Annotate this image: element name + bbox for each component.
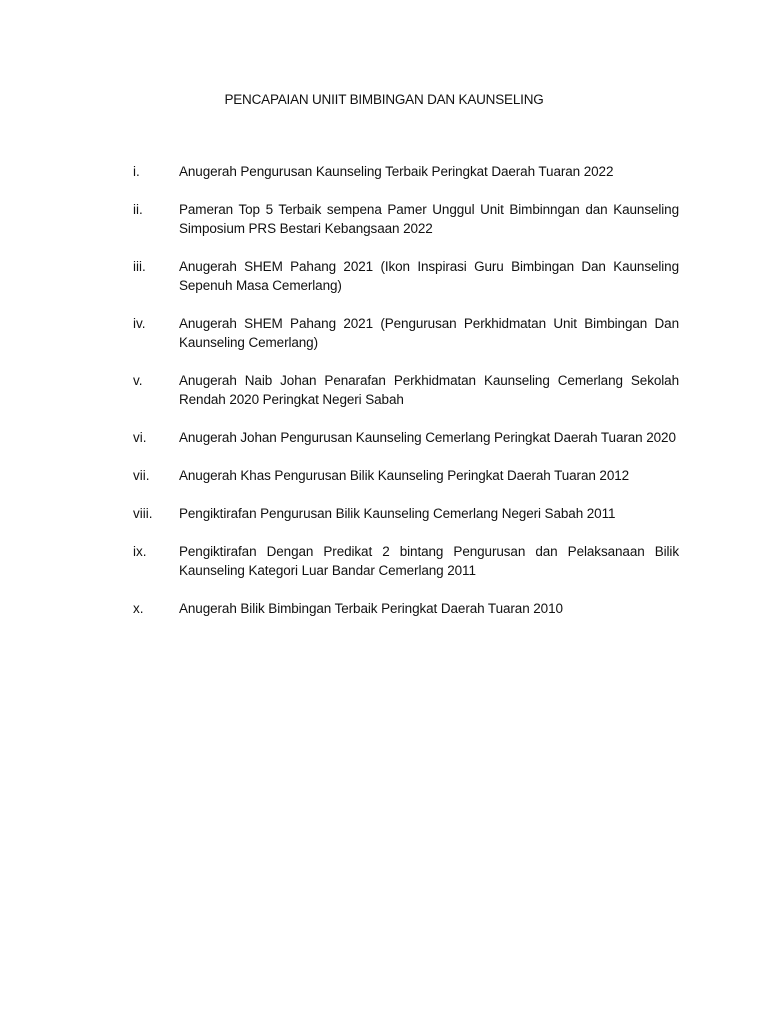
list-item-text: Anugerah SHEM Pahang 2021 (Ikon Inspirasi Guru Bimbingan Dan Kaunseling Sepenuh Masa Cemerlang) xyxy=(179,259,679,293)
list-item-text: Pengiktirafan Pengurusan Bilik Kaunseling Cemerlang Negeri Sabah 2011 xyxy=(179,506,616,521)
achievements-list xyxy=(133,162,679,618)
list-item xyxy=(133,314,679,352)
list-item-numeral: x. xyxy=(133,601,144,616)
list-item-numeral: vii. xyxy=(133,468,150,483)
list-item-numeral: iv. xyxy=(133,316,146,331)
list-item xyxy=(133,371,679,409)
list-item-text: Pameran Top 5 Terbaik sempena Pamer Unggul Unit Bimbinngan dan Kaunseling Simposium PRS Bestari Kebangsaan 2022 xyxy=(179,202,679,236)
list-item-numeral: viii. xyxy=(133,506,153,521)
list-item-text: Anugerah Bilik Bimbingan Terbaik Peringkat Daerah Tuaran 2010 xyxy=(179,601,563,616)
list-item xyxy=(133,599,679,618)
document-title: PENCAPAIAN UNIIT BIMBINGAN DAN KAUNSELING xyxy=(224,92,544,107)
list-item-numeral: iii. xyxy=(133,259,146,274)
list-item-numeral: ii. xyxy=(133,202,143,217)
list-item-text: Pengiktirafan Dengan Predikat 2 bintang Pengurusan dan Pelaksanaan Bilik Kaunseling Kategori Luar Bandar Cemerlang 2011 xyxy=(179,544,679,578)
list-item xyxy=(133,466,679,485)
list-item-text: Anugerah Khas Pengurusan Bilik Kaunseling Peringkat Daerah Tuaran 2012 xyxy=(179,468,630,483)
list-item xyxy=(133,162,679,181)
list-item xyxy=(133,200,679,238)
list-item-numeral: i. xyxy=(133,164,140,179)
list-item-text: Anugerah Pengurusan Kaunseling Terbaik Peringkat Daerah Tuaran 2022 xyxy=(179,164,614,179)
list-item xyxy=(133,428,679,447)
list-item xyxy=(133,542,679,580)
list-item-numeral: ix. xyxy=(133,544,147,559)
list-item xyxy=(133,257,679,295)
list-item-numeral: vi. xyxy=(133,430,147,445)
list-item-text: Anugerah SHEM Pahang 2021 (Pengurusan Perkhidmatan Unit Bimbingan Dan Kaunseling Cemerlang) xyxy=(179,316,679,350)
list-item xyxy=(133,504,679,523)
list-item-numeral: v. xyxy=(133,373,143,388)
list-item-text: Anugerah Naib Johan Penarafan Perkhidmatan Kaunseling Cemerlang Sekolah Rendah 2020 Peringkat Negeri Sabah xyxy=(179,373,679,407)
list-item-text: Anugerah Johan Pengurusan Kaunseling Cemerlang Peringkat Daerah Tuaran 2020 xyxy=(179,430,676,445)
